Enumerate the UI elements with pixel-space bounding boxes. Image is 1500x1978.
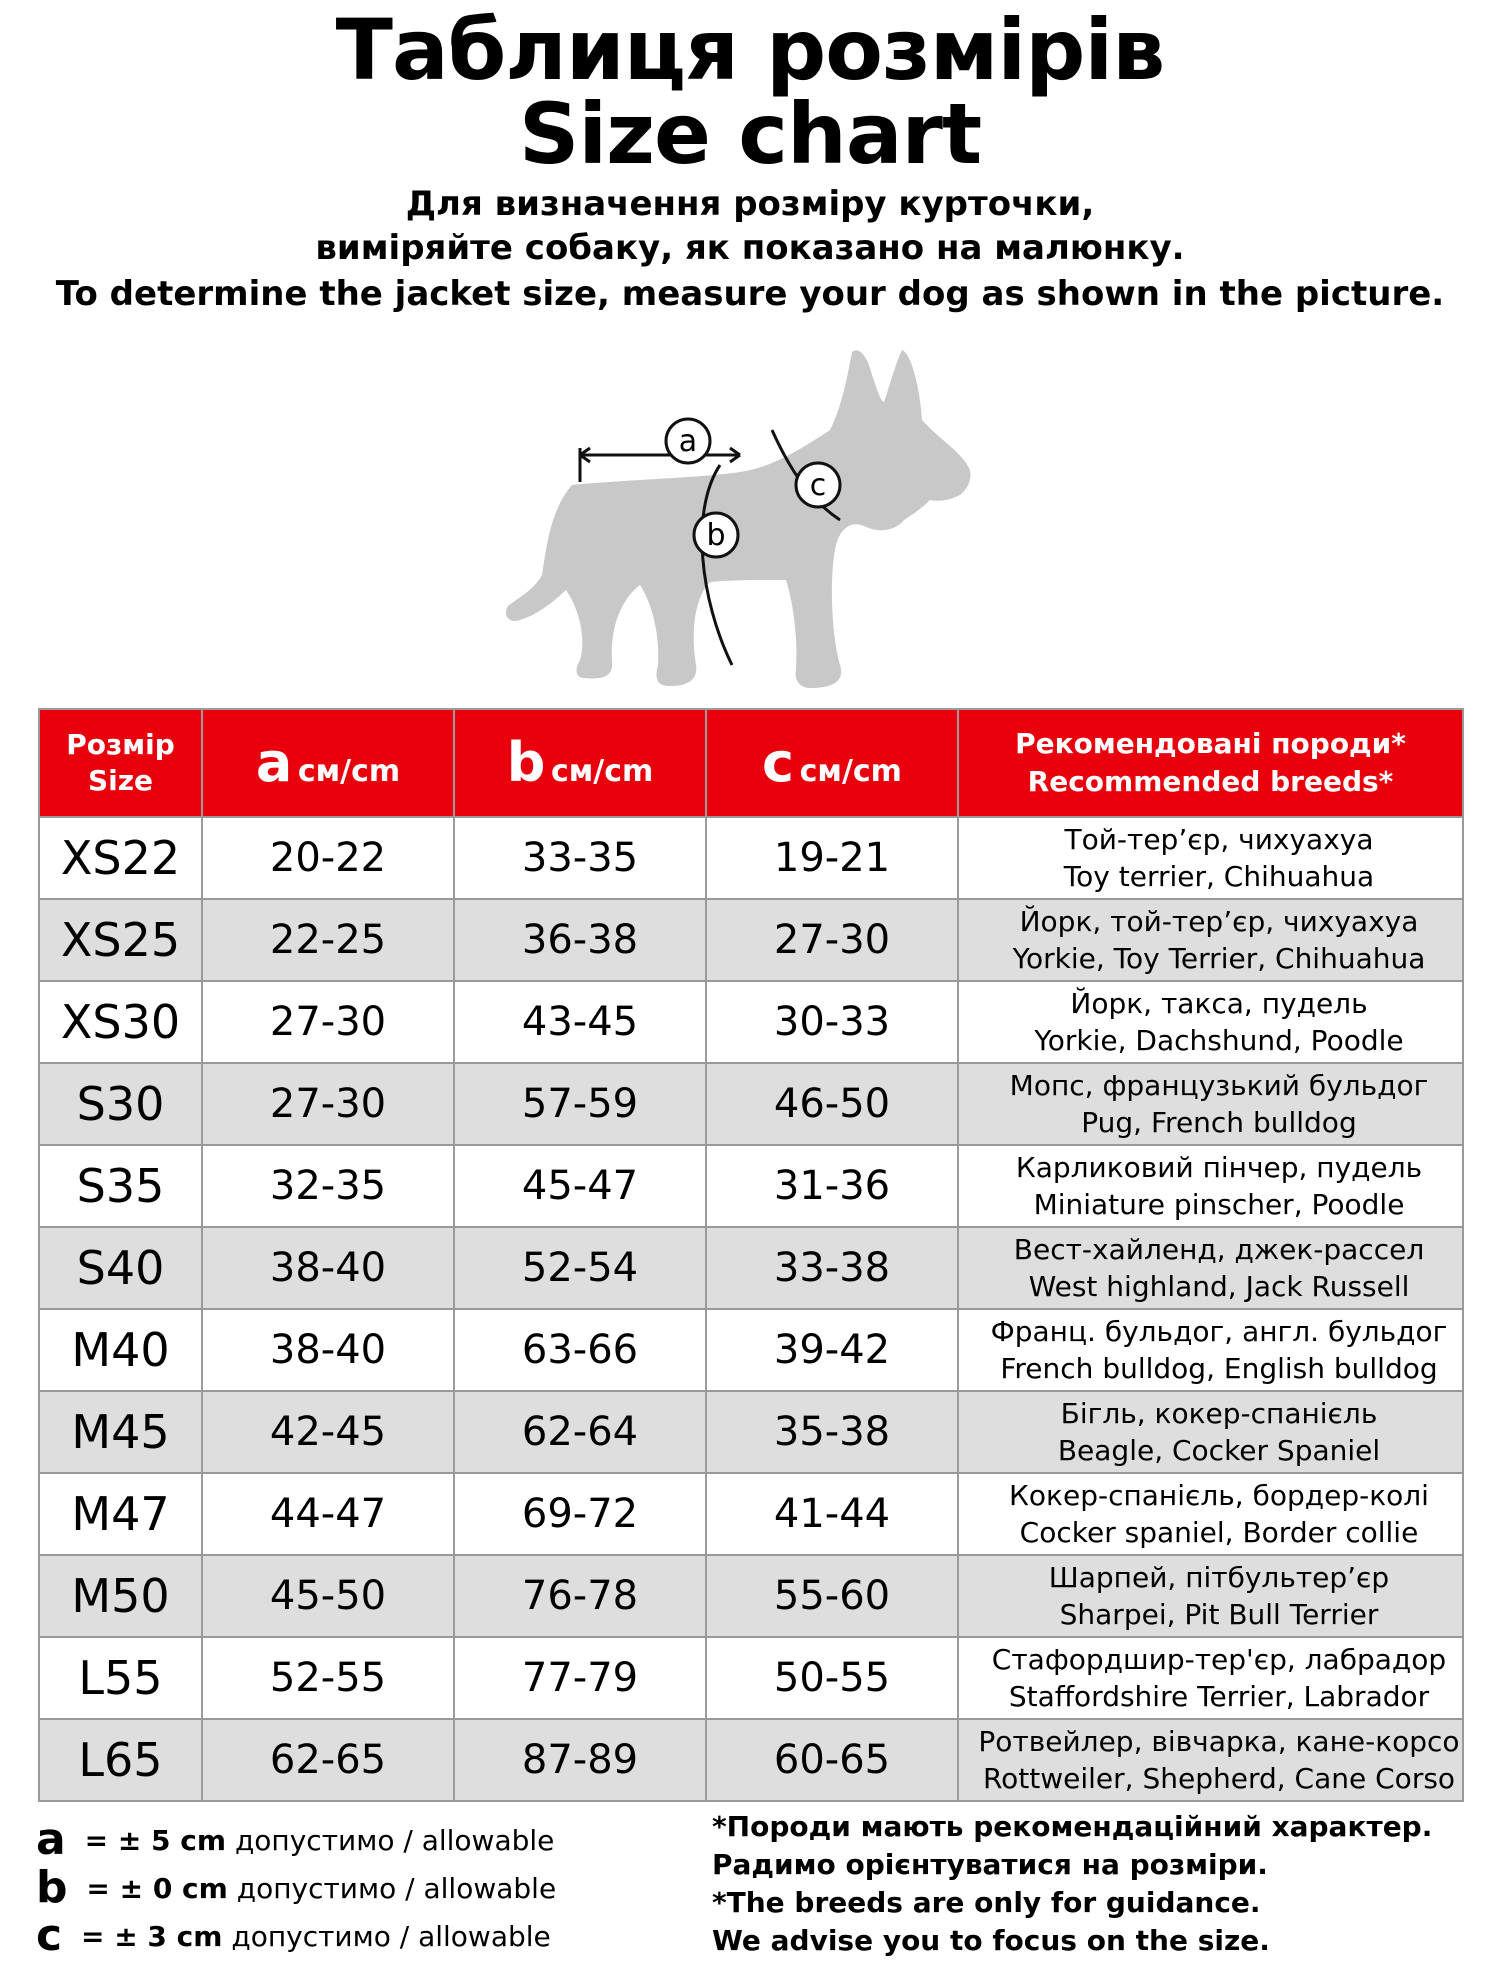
breeds-en: Miniature pinscher, Poodle <box>1033 1188 1405 1221</box>
title-ukrainian: Таблиця розмірів <box>335 1 1165 99</box>
breeds-uk: Ротвейлер, вівчарка, кане-корсо <box>978 1725 1460 1758</box>
tolerance-b-text: допустимо / allowable <box>236 1872 557 1905</box>
footnote <box>712 1808 1432 1960</box>
table-row <box>39 1063 1463 1145</box>
tolerance-a <box>36 1814 555 1865</box>
breeds-cell <box>958 899 1463 981</box>
tolerance-b-value: = ± 0 cm <box>86 1872 228 1905</box>
footnote-line1: *Породи мають рекомендаційний характер. <box>712 1810 1433 1843</box>
table-row <box>39 1473 1463 1555</box>
table-header-row <box>39 709 1463 817</box>
a-cell: 38-40 <box>202 1227 454 1309</box>
breeds-uk: Йорк, такса, пудель <box>1070 987 1368 1020</box>
table-row <box>39 1309 1463 1391</box>
a-cell: 27-30 <box>202 1063 454 1145</box>
size-cell: M45 <box>39 1391 202 1473</box>
breeds-en: Cocker spaniel, Border collie <box>1019 1516 1419 1549</box>
b-cell: 43-45 <box>454 981 706 1063</box>
table-row <box>39 1391 1463 1473</box>
header-size-en: Size <box>87 764 154 797</box>
c-cell: 55-60 <box>706 1555 958 1637</box>
table-row <box>39 817 1463 899</box>
breeds-cell <box>958 1637 1463 1719</box>
breeds-uk: Шарпей, пітбультер’єр <box>1048 1561 1390 1594</box>
header-c <box>706 709 958 817</box>
header-b <box>454 709 706 817</box>
a-cell: 44-47 <box>202 1473 454 1555</box>
a-cell: 42-45 <box>202 1391 454 1473</box>
measure-a-label: a <box>678 424 698 459</box>
table-row <box>39 1227 1463 1309</box>
breeds-uk: Бігль, кокер-спанієль <box>1060 1397 1378 1430</box>
b-cell: 69-72 <box>454 1473 706 1555</box>
c-cell: 19-21 <box>706 817 958 899</box>
breeds-cell <box>958 1309 1463 1391</box>
size-cell: M50 <box>39 1555 202 1637</box>
a-cell: 62-65 <box>202 1719 454 1801</box>
breeds-uk: Вест-хайленд, джек-рассел <box>1013 1233 1425 1266</box>
breeds-en: Staffordshire Terrier, Labrador <box>1008 1680 1430 1713</box>
size-cell: XS30 <box>39 981 202 1063</box>
measure-c-label: c <box>809 468 827 503</box>
breeds-en: Sharpei, Pit Bull Terrier <box>1059 1598 1379 1631</box>
c-cell: 35-38 <box>706 1391 958 1473</box>
c-cell: 46-50 <box>706 1063 958 1145</box>
breeds-en: Pug, French bulldog <box>1081 1106 1357 1139</box>
a-cell: 22-25 <box>202 899 454 981</box>
table-row <box>39 899 1463 981</box>
breeds-en: Yorkie, Dachshund, Poodle <box>1034 1024 1404 1057</box>
b-cell: 87-89 <box>454 1719 706 1801</box>
tolerance-a-value: = ± 5 cm <box>84 1824 227 1857</box>
header-c-letter: c <box>762 731 795 794</box>
b-cell: 45-47 <box>454 1145 706 1227</box>
dog-measurement-diagram <box>500 330 980 710</box>
size-cell: XS22 <box>39 817 202 899</box>
breeds-en: Rottweiler, Shepherd, Cane Corso <box>982 1762 1456 1795</box>
c-cell: 33-38 <box>706 1227 958 1309</box>
a-cell: 32-35 <box>202 1145 454 1227</box>
size-cell: S35 <box>39 1145 202 1227</box>
size-cell: L65 <box>39 1719 202 1801</box>
b-cell: 33-35 <box>454 817 706 899</box>
breeds-en: West highland, Jack Russell <box>1028 1270 1410 1303</box>
b-cell: 57-59 <box>454 1063 706 1145</box>
header-size-uk: Розмір <box>66 728 175 761</box>
c-cell: 31-36 <box>706 1145 958 1227</box>
header-breeds <box>958 709 1463 817</box>
table-row <box>39 981 1463 1063</box>
b-cell: 62-64 <box>454 1391 706 1473</box>
breeds-cell <box>958 981 1463 1063</box>
breeds-cell <box>958 1145 1463 1227</box>
instruction-uk-line2: виміряйте собаку, як показано на малюнку. <box>315 228 1185 268</box>
size-cell: S40 <box>39 1227 202 1309</box>
breeds-cell <box>958 1227 1463 1309</box>
table-row <box>39 1637 1463 1719</box>
header-breeds-uk: Рекомендовані породи* <box>1015 727 1406 760</box>
footnote-line4: We advise you to focus on the size. <box>712 1924 1270 1957</box>
breeds-en: Yorkie, Toy Terrier, Chihuahua <box>1012 942 1426 975</box>
a-cell: 20-22 <box>202 817 454 899</box>
breeds-uk: Карликовий пінчер, пудель <box>1015 1151 1423 1184</box>
tolerance-c <box>36 1910 551 1961</box>
header-b-letter: b <box>506 731 546 794</box>
breeds-cell <box>958 1473 1463 1555</box>
breeds-uk: Мопс, французький бульдог <box>1009 1069 1429 1102</box>
header-a <box>202 709 454 817</box>
size-cell: XS25 <box>39 899 202 981</box>
c-cell: 50-55 <box>706 1637 958 1719</box>
size-cell: M40 <box>39 1309 202 1391</box>
a-cell: 27-30 <box>202 981 454 1063</box>
header-c-unit: см/cm <box>799 754 902 789</box>
a-cell: 52-55 <box>202 1637 454 1719</box>
footnote-line3: *The breeds are only for guidance. <box>712 1886 1261 1919</box>
b-cell: 77-79 <box>454 1637 706 1719</box>
header-a-unit: см/cm <box>297 754 401 789</box>
c-cell: 30-33 <box>706 981 958 1063</box>
dog-silhouette <box>506 350 970 688</box>
breeds-cell <box>958 1719 1463 1801</box>
header-b-unit: см/cm <box>550 754 654 789</box>
b-cell: 63-66 <box>454 1309 706 1391</box>
breeds-en: Beagle, Cocker Spaniel <box>1057 1434 1381 1467</box>
table-row <box>39 1555 1463 1637</box>
header-breeds-en: Recommended breeds* <box>1027 765 1394 798</box>
table-row <box>39 1719 1463 1801</box>
instruction-uk-line1: Для визначення розміру курточки, <box>405 184 1095 224</box>
breeds-uk: Той-тер’єр, чихуахуа <box>1064 823 1374 856</box>
tolerance-c-letter: c <box>36 1910 63 1961</box>
instruction-en: To determine the jacket size, measure your dog as shown in the picture. <box>55 274 1445 314</box>
tolerance-c-value: = ± 3 cm <box>81 1920 223 1953</box>
b-cell: 36-38 <box>454 899 706 981</box>
tolerance-b-letter: b <box>36 1862 68 1913</box>
header-size <box>39 709 202 817</box>
footnote-line2: Радимо орієнтуватися на розміри. <box>712 1848 1268 1881</box>
breeds-cell <box>958 817 1463 899</box>
breeds-uk: Стафордшир-тер'єр, лабрадор <box>991 1643 1447 1676</box>
c-cell: 39-42 <box>706 1309 958 1391</box>
title-english: Size chart <box>518 85 982 183</box>
breeds-en: French bulldog, English bulldog <box>1000 1352 1438 1385</box>
breeds-cell <box>958 1555 1463 1637</box>
b-cell: 76-78 <box>454 1555 706 1637</box>
tolerance-a-letter: a <box>36 1814 66 1865</box>
tolerance-b <box>36 1862 557 1913</box>
tolerance-a-text: допустимо / allowable <box>234 1824 555 1857</box>
size-cell: S30 <box>39 1063 202 1145</box>
breeds-cell <box>958 1391 1463 1473</box>
tolerance-c-text: допустимо / allowable <box>231 1920 551 1953</box>
a-cell: 45-50 <box>202 1555 454 1637</box>
c-cell: 60-65 <box>706 1719 958 1801</box>
breeds-cell <box>958 1063 1463 1145</box>
c-cell: 27-30 <box>706 899 958 981</box>
b-cell: 52-54 <box>454 1227 706 1309</box>
breeds-uk: Йорк, той-тер’єр, чихуахуа <box>1019 905 1419 938</box>
size-cell: L55 <box>39 1637 202 1719</box>
breeds-uk: Кокер-спанієль, бордер-колі <box>1009 1479 1429 1512</box>
table-row <box>39 1145 1463 1227</box>
header-a-letter: a <box>255 731 293 794</box>
measure-b-label: b <box>706 518 726 553</box>
breeds-uk: Франц. бульдог, англ. бульдог <box>990 1315 1448 1348</box>
size-cell: M47 <box>39 1473 202 1555</box>
size-table <box>38 708 1464 1802</box>
a-cell: 38-40 <box>202 1309 454 1391</box>
c-cell: 41-44 <box>706 1473 958 1555</box>
breeds-en: Toy terrier, Chihuahua <box>1063 860 1375 893</box>
